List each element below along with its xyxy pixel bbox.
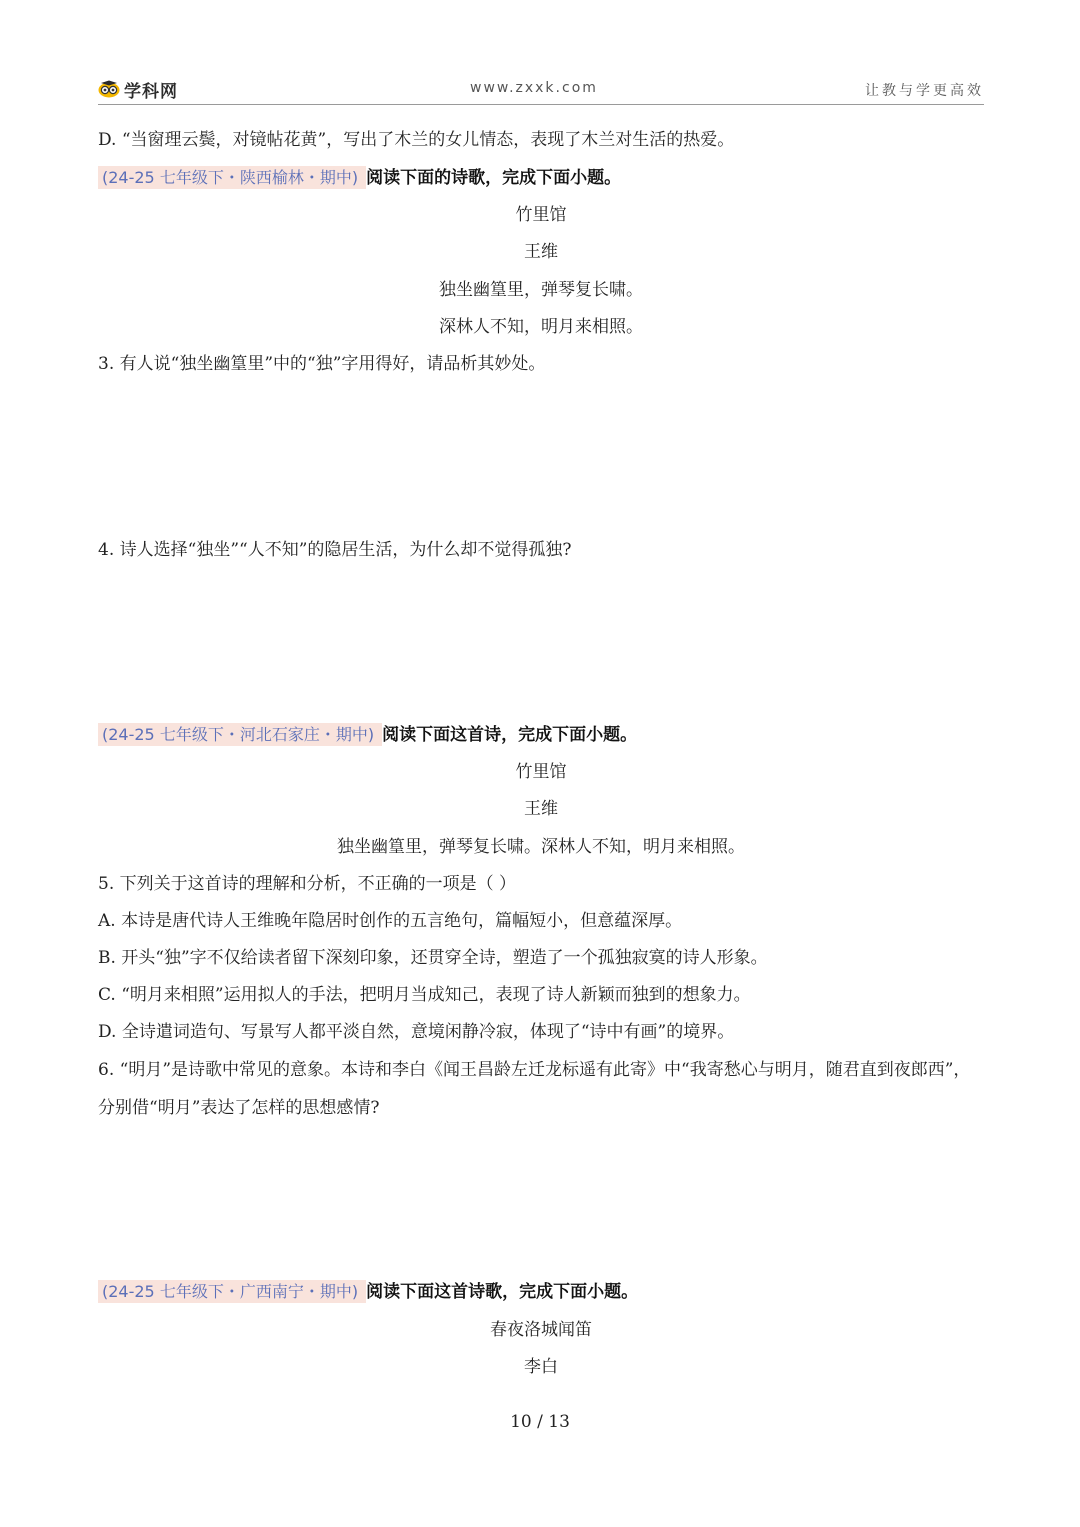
source-tag: (24-25 七年级下・陕西榆林・期中) [98,166,366,189]
page-header [98,74,984,105]
page-number: 10 / 13 [510,1412,570,1432]
section-3-header [98,1280,984,1304]
section-instruction: 阅读下面这首诗，完成下面小题。 [382,725,638,745]
poem-title: 竹里馆 [515,762,567,782]
poem-author: 王维 [524,799,558,819]
question-5-option-c: C. “明月来相照”运用拟人的手法，把明月当成知己，表现了诗人新颖而独到的想象力。 [98,985,751,1005]
header-slogan: 让教与学更高效 [865,83,984,99]
section-instruction: 阅读下面这首诗歌，完成下面小题。 [366,1282,639,1302]
section-instruction: 阅读下面的诗歌，完成下面小题。 [366,168,622,188]
poem-author: 李白 [524,1357,558,1377]
site-url: www.zxxk.com [470,80,598,96]
poem-author: 王维 [524,242,558,262]
logo-text: 学科网 [124,81,178,102]
question-5-option-d: D. 全诗遣词造句、写景写人都平淡自然，意境闲静冷寂，体现了“诗中有画”的境界。 [98,1022,735,1042]
poem-line: 深林人不知，明月来相照。 [439,317,643,337]
site-logo [98,76,178,102]
option-d-previous: D. “当窗理云鬓，对镜帖花黄”，写出了木兰的女儿情态，表现了木兰对生活的热爱。 [98,130,735,150]
question-5-option-b: B. 开头“独”字不仅给读者留下深刻印象，还贯穿全诗，塑造了一个孤独寂寞的诗人形象。 [98,948,768,968]
poem-full-text: 独坐幽篁里，弹琴复长啸。深林人不知，明月来相照。 [337,837,745,857]
question-6: 6. “明月”是诗歌中常见的意象。本诗和李白《闻王昌龄左迁龙标遥有此寄》中“我寄愁心与明月，随君直到夜郎西”，分别借“明月”表达了怎样的思想感情? [98,1060,971,1118]
question-5-option-a: A. 本诗是唐代诗人王维晚年隐居时创作的五言绝句，篇幅短小，但意蕴深厚。 [98,911,683,931]
question-5: 5. 下列关于这首诗的理解和分析，不正确的一项是（ ） [98,874,517,894]
question-3: 3. 有人说“独坐幽篁里”中的“独”字用得好，请品析其妙处。 [98,354,546,374]
question-4: 4. 诗人选择“独坐”“人不知”的隐居生活，为什么却不觉得孤独? [98,540,572,560]
owl-logo-icon [98,80,120,98]
poem-title: 春夜洛城闻笛 [490,1320,592,1340]
section-2-header [98,723,984,747]
poem-line: 独坐幽篁里，弹琴复长啸。 [439,280,643,300]
poem-title: 竹里馆 [515,205,567,225]
section-1-header [98,166,984,190]
source-tag: (24-25 七年级下・广西南宁・期中) [98,1280,366,1303]
source-tag: (24-25 七年级下・河北石家庄・期中) [98,723,382,746]
